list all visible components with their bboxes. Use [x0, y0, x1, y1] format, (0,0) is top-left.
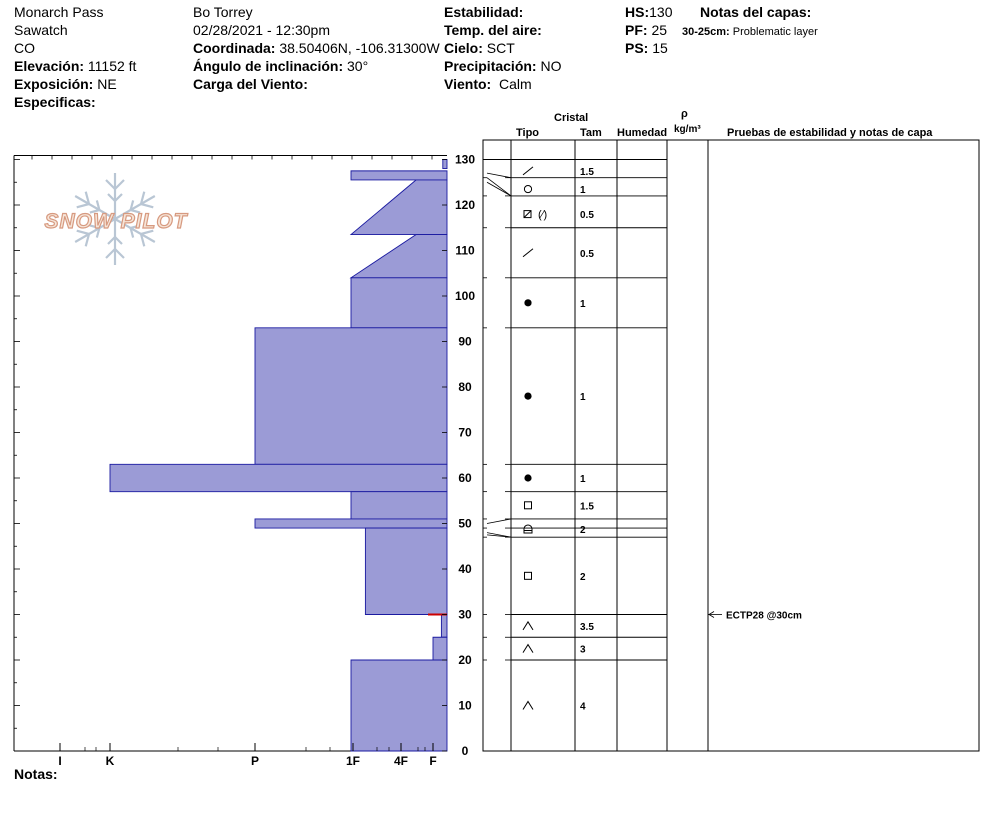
mountain-range: Sawatch — [14, 22, 68, 38]
col-tipo: Tipo — [516, 127, 540, 139]
layer-note-range: 30-25cm: — [682, 26, 730, 38]
observer: Bo Torrey — [193, 4, 253, 20]
depth-tick-label: 120 — [454, 198, 476, 212]
hardness-bar — [255, 328, 447, 465]
grain-size-label: 3 — [580, 644, 586, 656]
hs-label: HS: — [625, 4, 650, 20]
sky-label: Cielo: — [444, 40, 483, 56]
hardness-bar — [110, 464, 447, 491]
col-humedad: Humedad — [617, 127, 668, 139]
col-cristal: Cristal — [554, 112, 589, 124]
hardness-tick-label: 1F — [345, 754, 361, 768]
connector-line — [487, 173, 511, 178]
connector-line — [487, 519, 511, 524]
depth-tick-label: 130 — [454, 152, 476, 167]
grain-size-label: 3.5 — [580, 621, 594, 633]
col-tam: Tam — [580, 127, 602, 139]
sky-value: SCT — [486, 40, 515, 56]
grain-size-label: 1 — [580, 392, 586, 404]
pf-value: 25 — [651, 22, 668, 38]
depth-tick-label: 70 — [458, 425, 472, 440]
depth-tick-label: 10 — [458, 698, 472, 713]
faceted-crystal-icon — [525, 502, 532, 509]
rounded-grain-icon — [524, 474, 531, 481]
coord-value: 38.50406N, -106.31300W — [279, 40, 440, 56]
grain-size-label: 0.5 — [580, 248, 594, 260]
grain-size-label: 1 — [580, 298, 586, 310]
rounded-grain-open-icon — [524, 185, 531, 192]
depth-hoar-icon — [523, 702, 533, 710]
wind-value: Calm — [498, 76, 532, 92]
hardness-bar — [441, 615, 447, 638]
location: Monarch Pass — [14, 4, 104, 20]
stability-test-label: ECTP28 @30cm — [726, 610, 802, 622]
hardness-tick-label: I — [58, 754, 62, 768]
aspect-value: NE — [97, 76, 117, 92]
decomposing-particle-icon — [523, 249, 533, 257]
depth-hoar-icon — [523, 645, 533, 653]
precip-value: NO — [540, 58, 562, 74]
hardness-bar — [365, 528, 447, 614]
hardness-bar — [351, 278, 447, 328]
depth-tick-label: 40 — [458, 562, 472, 576]
depth-tick-label: 100 — [454, 289, 476, 303]
datetime: 02/28/2021 - 12:30pm — [193, 22, 330, 38]
decomposing-particle-icon — [523, 167, 533, 175]
slope-label: Ángulo de inclinación: — [193, 58, 344, 74]
hardness-bar — [255, 519, 447, 528]
hs-value: 130 — [649, 4, 673, 20]
hardness-bar — [351, 660, 447, 751]
grain-size-label: 2 — [580, 524, 586, 536]
ps-label: PS: — [625, 40, 649, 56]
aspect-label: Exposición: — [14, 76, 94, 92]
depth-tick-label: 0 — [461, 744, 469, 758]
slope-value: 30° — [347, 58, 369, 74]
depth-tick-label: 30 — [458, 607, 472, 622]
precip-label: Precipitación: — [444, 58, 537, 74]
wind-label: Viento: — [444, 76, 492, 92]
grain-size-label: 1.5 — [580, 501, 594, 513]
ps-value: 15 — [652, 40, 668, 56]
hardness-tick-label: K — [105, 754, 115, 768]
col-density-unit: kg/m³ — [674, 124, 701, 135]
grain-size-label: 4 — [580, 701, 586, 713]
grain-size-label: 1 — [580, 474, 586, 485]
hardness-tick-label: 4F — [393, 754, 409, 768]
elevation-label: Elevación: — [14, 58, 85, 74]
col-rho: ρ — [681, 108, 688, 120]
notes-label: Notas: — [14, 766, 58, 782]
mixed-faceted-icon — [524, 525, 532, 533]
hardness-bar — [443, 160, 447, 169]
layer-table — [483, 140, 979, 751]
pf-label: PF: — [625, 22, 648, 38]
elevation-value: 11152 ft — [87, 58, 137, 74]
rounded-grain-icon — [524, 393, 531, 400]
hardness-tick-label: F — [429, 754, 437, 768]
state: CO — [14, 40, 35, 56]
wind-load-label: Carga del Viento: — [193, 76, 308, 92]
depth-tick-label: 80 — [458, 380, 472, 394]
hardness-bar — [433, 637, 447, 660]
grain-size-label: 1 — [580, 185, 586, 197]
layer-notes-label: Notas del capas: — [700, 4, 812, 20]
depth-tick-label: 90 — [458, 334, 472, 349]
layer-note-text: Problematic layer — [732, 26, 818, 38]
specifics-label: Especificas: — [14, 94, 96, 110]
hardness-bar — [351, 492, 447, 519]
faceted-crystal-icon — [525, 572, 532, 579]
depth-tick-label: 110 — [455, 243, 475, 258]
depth-tick-label: 60 — [458, 471, 472, 485]
connector-line — [487, 182, 511, 196]
grain-size-label: 2 — [580, 571, 586, 583]
connector-line — [487, 178, 511, 196]
hardness-bar — [351, 171, 447, 180]
hardness-tick-label: P — [250, 754, 260, 768]
grain-size-label: 1.5 — [580, 166, 594, 178]
coord-label: Coordinada: — [193, 40, 276, 56]
depth-hoar-icon — [523, 622, 533, 630]
depth-tick-label: 50 — [458, 516, 472, 531]
faceted-decomposing-icon — [524, 211, 531, 218]
logo-text: SNOW PILOT — [44, 210, 188, 233]
hardness-bar — [351, 180, 447, 235]
stability-label: Estabilidad: — [444, 4, 524, 20]
grain-size-label: 0.5 — [580, 210, 594, 222]
secondary-grain-label: (⁄) — [538, 209, 548, 222]
col-tests: Pruebas de estabilidad y notas de capa — [727, 127, 933, 139]
rounded-grain-icon — [524, 299, 531, 306]
hardness-bar — [351, 235, 447, 278]
depth-tick-label: 20 — [458, 653, 472, 667]
air-temp-label: Temp. del aire: — [444, 22, 542, 38]
